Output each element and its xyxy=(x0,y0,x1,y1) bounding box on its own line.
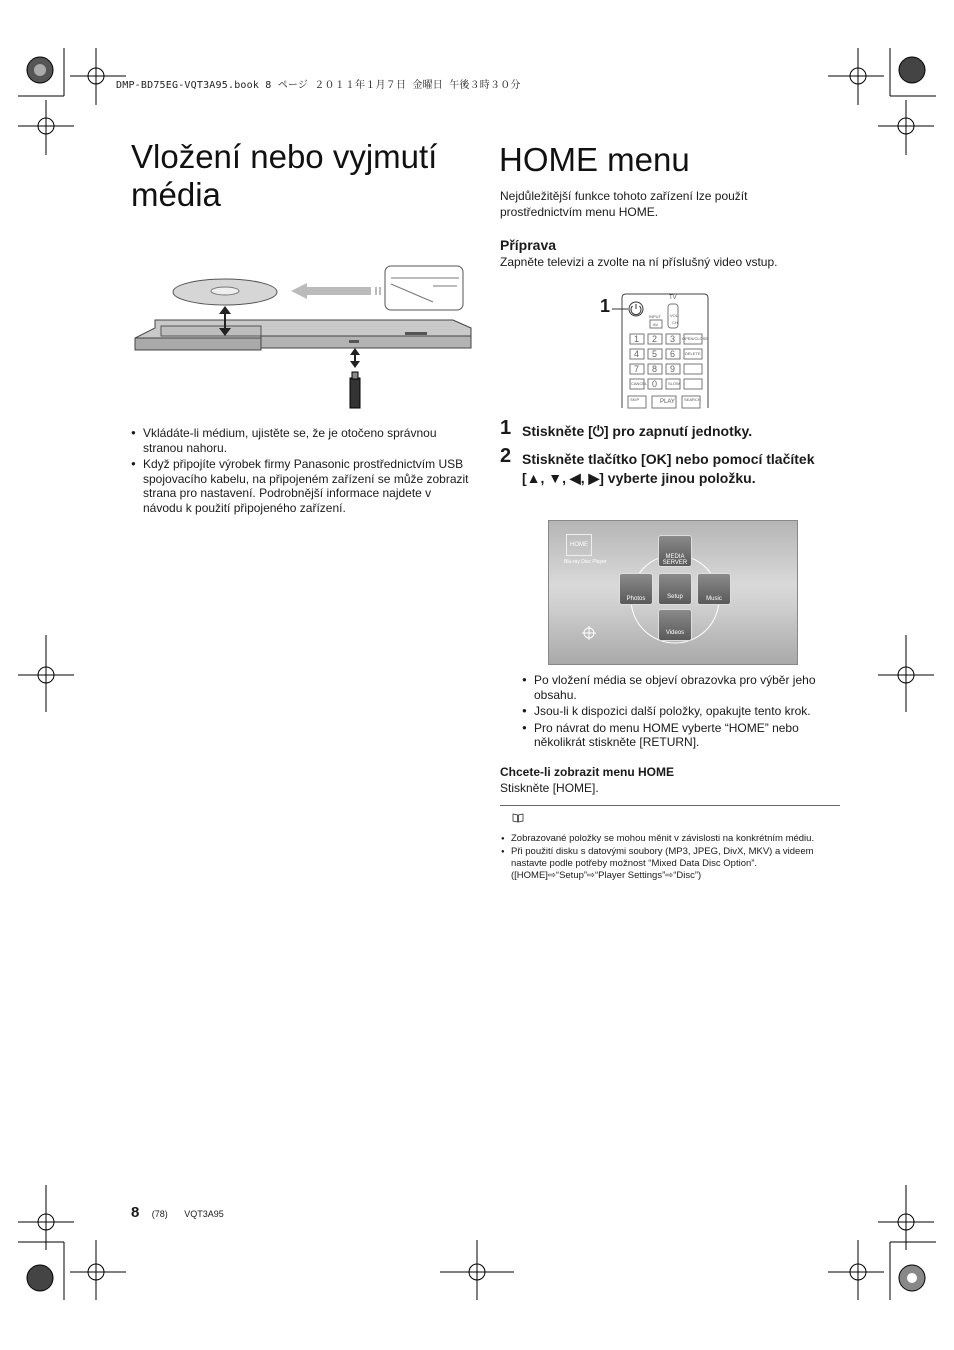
show-home-heading: Chcete-li zobrazit menu HOME xyxy=(500,765,675,779)
list-item: ● Po vložení média se objeví obrazovka pro výběr jeho obsahu. xyxy=(522,673,842,702)
menu-tile-videos[interactable] xyxy=(658,609,692,641)
player-disc-usb-illustration xyxy=(133,262,475,412)
remote-label-cancel: CANCEL xyxy=(631,381,648,386)
remote-label-av: AV xyxy=(653,322,659,327)
remote-label-ch: CH xyxy=(672,320,678,325)
footnotes-list xyxy=(501,833,846,883)
remote-key: 0 xyxy=(652,379,658,389)
navigation-cross-icon xyxy=(582,626,596,640)
list-item: ● Při použití disku s datovými soubory (MP3, JPEG, DivX, MKV) a videem nastavte podle potřeby možnost “Mixed Data Disc Option”. ([HOME]⇨“Setup”⇨“Player Settings”⇨“Disc”) xyxy=(501,846,846,882)
menu-label-setup: Setup xyxy=(667,594,683,600)
player-label: Blu-ray Disc Player xyxy=(564,559,607,565)
divider xyxy=(500,805,840,806)
home-label: HOME xyxy=(570,542,588,548)
list-item: ● Pro návrat do menu HOME vyberte “HOME” nebo několikrát stiskněte [RETURN]. xyxy=(522,721,842,750)
step-1 xyxy=(500,417,830,441)
menu-label-videos: Videos xyxy=(665,630,685,636)
book-icon xyxy=(512,813,524,823)
step-number: 1 xyxy=(500,417,512,439)
section-title-insert-media: Vložení nebo vyjmutí média xyxy=(131,138,438,213)
remote-key: 8 xyxy=(652,364,658,374)
remote-key: 5 xyxy=(652,349,658,359)
model-code: VQT3A95 xyxy=(184,1209,224,1219)
remote-label-skip: SKIP xyxy=(630,397,640,402)
remote-key: 6 xyxy=(670,349,676,359)
step-text: Stiskněte tlačítko [OK] nebo pomocí tlačítek [▲, ▼, ◀, ▶] vyberte jinou položku. xyxy=(522,451,815,486)
remote-label-search: SEARCH xyxy=(684,397,701,402)
step-text: Stiskněte [⏻] pro zapnutí jednotky. xyxy=(522,423,753,439)
remote-label-slow: SLOW xyxy=(668,381,680,386)
remote-key: 7 xyxy=(634,364,640,374)
list-item: ● Když připojíte výrobek firmy Panasonic prostřednictvím USB spojovacího kabelu, na připojeném zařízení se může zobrazit strana pro nastavení. Podrobnější informace najdete v návodu k použití připojeného zařízení. xyxy=(131,457,473,515)
list-item: ● Zobrazované položky se mohou měnit v závislosti na konkrétním médiu. xyxy=(501,833,846,845)
remote-label-delete: DELETE xyxy=(685,351,701,356)
menu-label-photos: Photos xyxy=(626,596,646,602)
list-item: ● Jsou-li k dispozici další položky, opakujte tento krok. xyxy=(522,704,842,719)
print-header: DMP-BD75EG-VQT3A95.book 8 ページ ２０１１年１月７日 金曜日 午後３時３０分 xyxy=(116,80,521,91)
menu-label-media-server: MEDIA SERVER xyxy=(662,554,688,566)
step-2 xyxy=(500,445,830,488)
remote-key: 2 xyxy=(652,334,658,344)
remote-label-open-close: OPEN/CLOSE xyxy=(682,336,709,341)
home-notes-list xyxy=(522,673,842,752)
step-number: 2 xyxy=(500,445,512,467)
home-box xyxy=(566,534,592,556)
remote-key: 9 xyxy=(670,364,676,374)
show-home-text: Stiskněte [HOME]. xyxy=(500,781,599,795)
left-notes-list xyxy=(131,426,473,517)
remote-key: 1 xyxy=(634,334,640,344)
section-title-home-menu: HOME menu xyxy=(499,141,690,178)
remote-label-tv: TV xyxy=(669,295,677,301)
preparation-text: Zapněte televizi a zvolte na ní příslušný video vstup. xyxy=(500,255,778,269)
page-footer xyxy=(131,1204,224,1222)
page-number: 8 xyxy=(131,1204,140,1221)
remote-callout-number: 1 xyxy=(600,296,611,316)
remote-label-input: INPUT xyxy=(649,314,661,319)
preparation-heading: Příprava xyxy=(500,237,557,253)
list-item: ● Vkládáte-li médium, ujistěte se, že je otočeno správnou stranou nahoru. xyxy=(131,426,473,455)
page-subnumber: (78) xyxy=(151,1209,168,1219)
intro-text: Nejdůležitější funkce tohoto zařízení lze použít prostřednictvím menu HOME. xyxy=(500,189,748,219)
home-menu-screen xyxy=(548,520,798,665)
remote-label-play: PLAY xyxy=(660,399,675,405)
menu-label-music: Music xyxy=(706,596,722,602)
remote-label-vol: VOL xyxy=(670,313,679,318)
remote-key: 4 xyxy=(634,349,640,359)
menu-tile-setup[interactable] xyxy=(658,573,692,605)
remote-key: 3 xyxy=(670,334,676,344)
